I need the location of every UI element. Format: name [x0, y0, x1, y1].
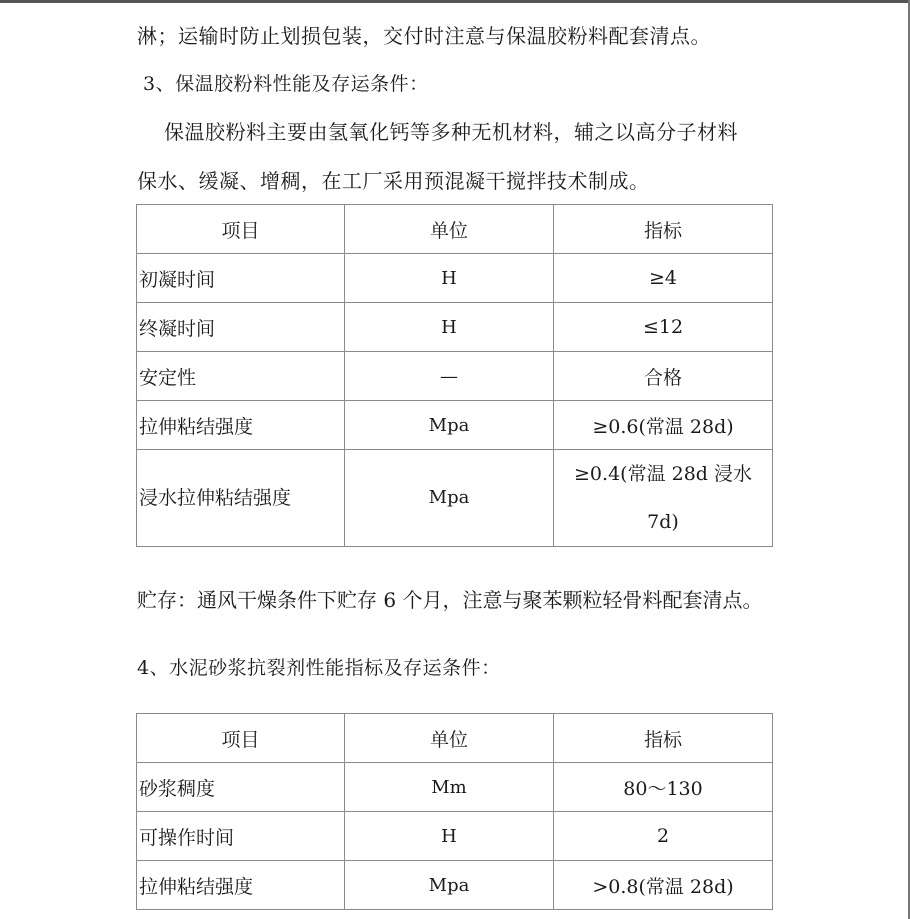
row-item: 浸水拉伸粘结强度 — [137, 450, 345, 547]
performance-table-2 — [136, 713, 773, 910]
header-unit: 单位 — [345, 714, 554, 763]
row-value-line-2: 7d) — [647, 511, 679, 533]
table-header-row — [137, 205, 773, 254]
header-value: 指标 — [554, 205, 773, 254]
header-value: 指标 — [554, 714, 773, 763]
row-unit: Mpa — [345, 450, 554, 547]
row-item: 安定性 — [137, 352, 345, 401]
row-value: ≤12 — [554, 303, 773, 352]
row-unit: Mpa — [345, 861, 554, 910]
table-row — [137, 254, 773, 303]
table-row — [137, 352, 773, 401]
row-unit: Mm — [345, 763, 554, 812]
section-4-heading: 4、水泥砂浆抗裂剂性能指标及存运条件： — [137, 657, 501, 679]
header-item: 项目 — [137, 714, 345, 763]
table-row — [137, 861, 773, 910]
row-item: 拉伸粘结强度 — [137, 861, 345, 910]
row-value: ≥4 — [554, 254, 773, 303]
header-item: 项目 — [137, 205, 345, 254]
page-top-border — [0, 0, 910, 3]
row-item: 终凝时间 — [137, 303, 345, 352]
paragraph-line-1: 保温胶粉料主要由氢氧化钙等多种无机材料，辅之以高分子材料 — [164, 120, 738, 144]
storage-note: 贮存：通风干燥条件下贮存 6 个月，注意与聚苯颗粒轻骨料配套清点。 — [137, 588, 763, 612]
row-item: 拉伸粘结强度 — [137, 401, 345, 450]
paragraph-line-2: 保水、缓凝、增稠，在工厂采用预混凝干搅拌技术制成。 — [137, 169, 650, 193]
header-unit: 单位 — [345, 205, 554, 254]
performance-table-1 — [136, 204, 773, 547]
row-value: 合格 — [554, 352, 773, 401]
table-row — [137, 450, 773, 547]
row-value: >0.8(常温 28d) — [554, 861, 773, 910]
text-line-1: 淋；运输时防止划损包装，交付时注意与保温胶粉料配套清点。 — [137, 24, 711, 48]
row-item: 可操作时间 — [137, 812, 345, 861]
row-unit: H — [345, 303, 554, 352]
row-value: 2 — [554, 812, 773, 861]
section-3-heading: 3、保温胶粉料性能及存运条件： — [143, 73, 429, 95]
row-value: ≥0.6(常温 28d) — [554, 401, 773, 450]
table-row — [137, 401, 773, 450]
row-unit: — — [345, 352, 554, 401]
table-row — [137, 303, 773, 352]
table-row — [137, 763, 773, 812]
row-item: 砂浆稠度 — [137, 763, 345, 812]
table-header-row — [137, 714, 773, 763]
row-unit: H — [345, 812, 554, 861]
row-value: 80～130 — [554, 763, 773, 812]
row-value-line-1: ≥0.4(常温 28d 浸水 — [574, 463, 752, 485]
row-item: 初凝时间 — [137, 254, 345, 303]
row-unit: H — [345, 254, 554, 303]
table-row — [137, 812, 773, 861]
row-unit: Mpa — [345, 401, 554, 450]
row-value-multiline — [554, 450, 773, 547]
